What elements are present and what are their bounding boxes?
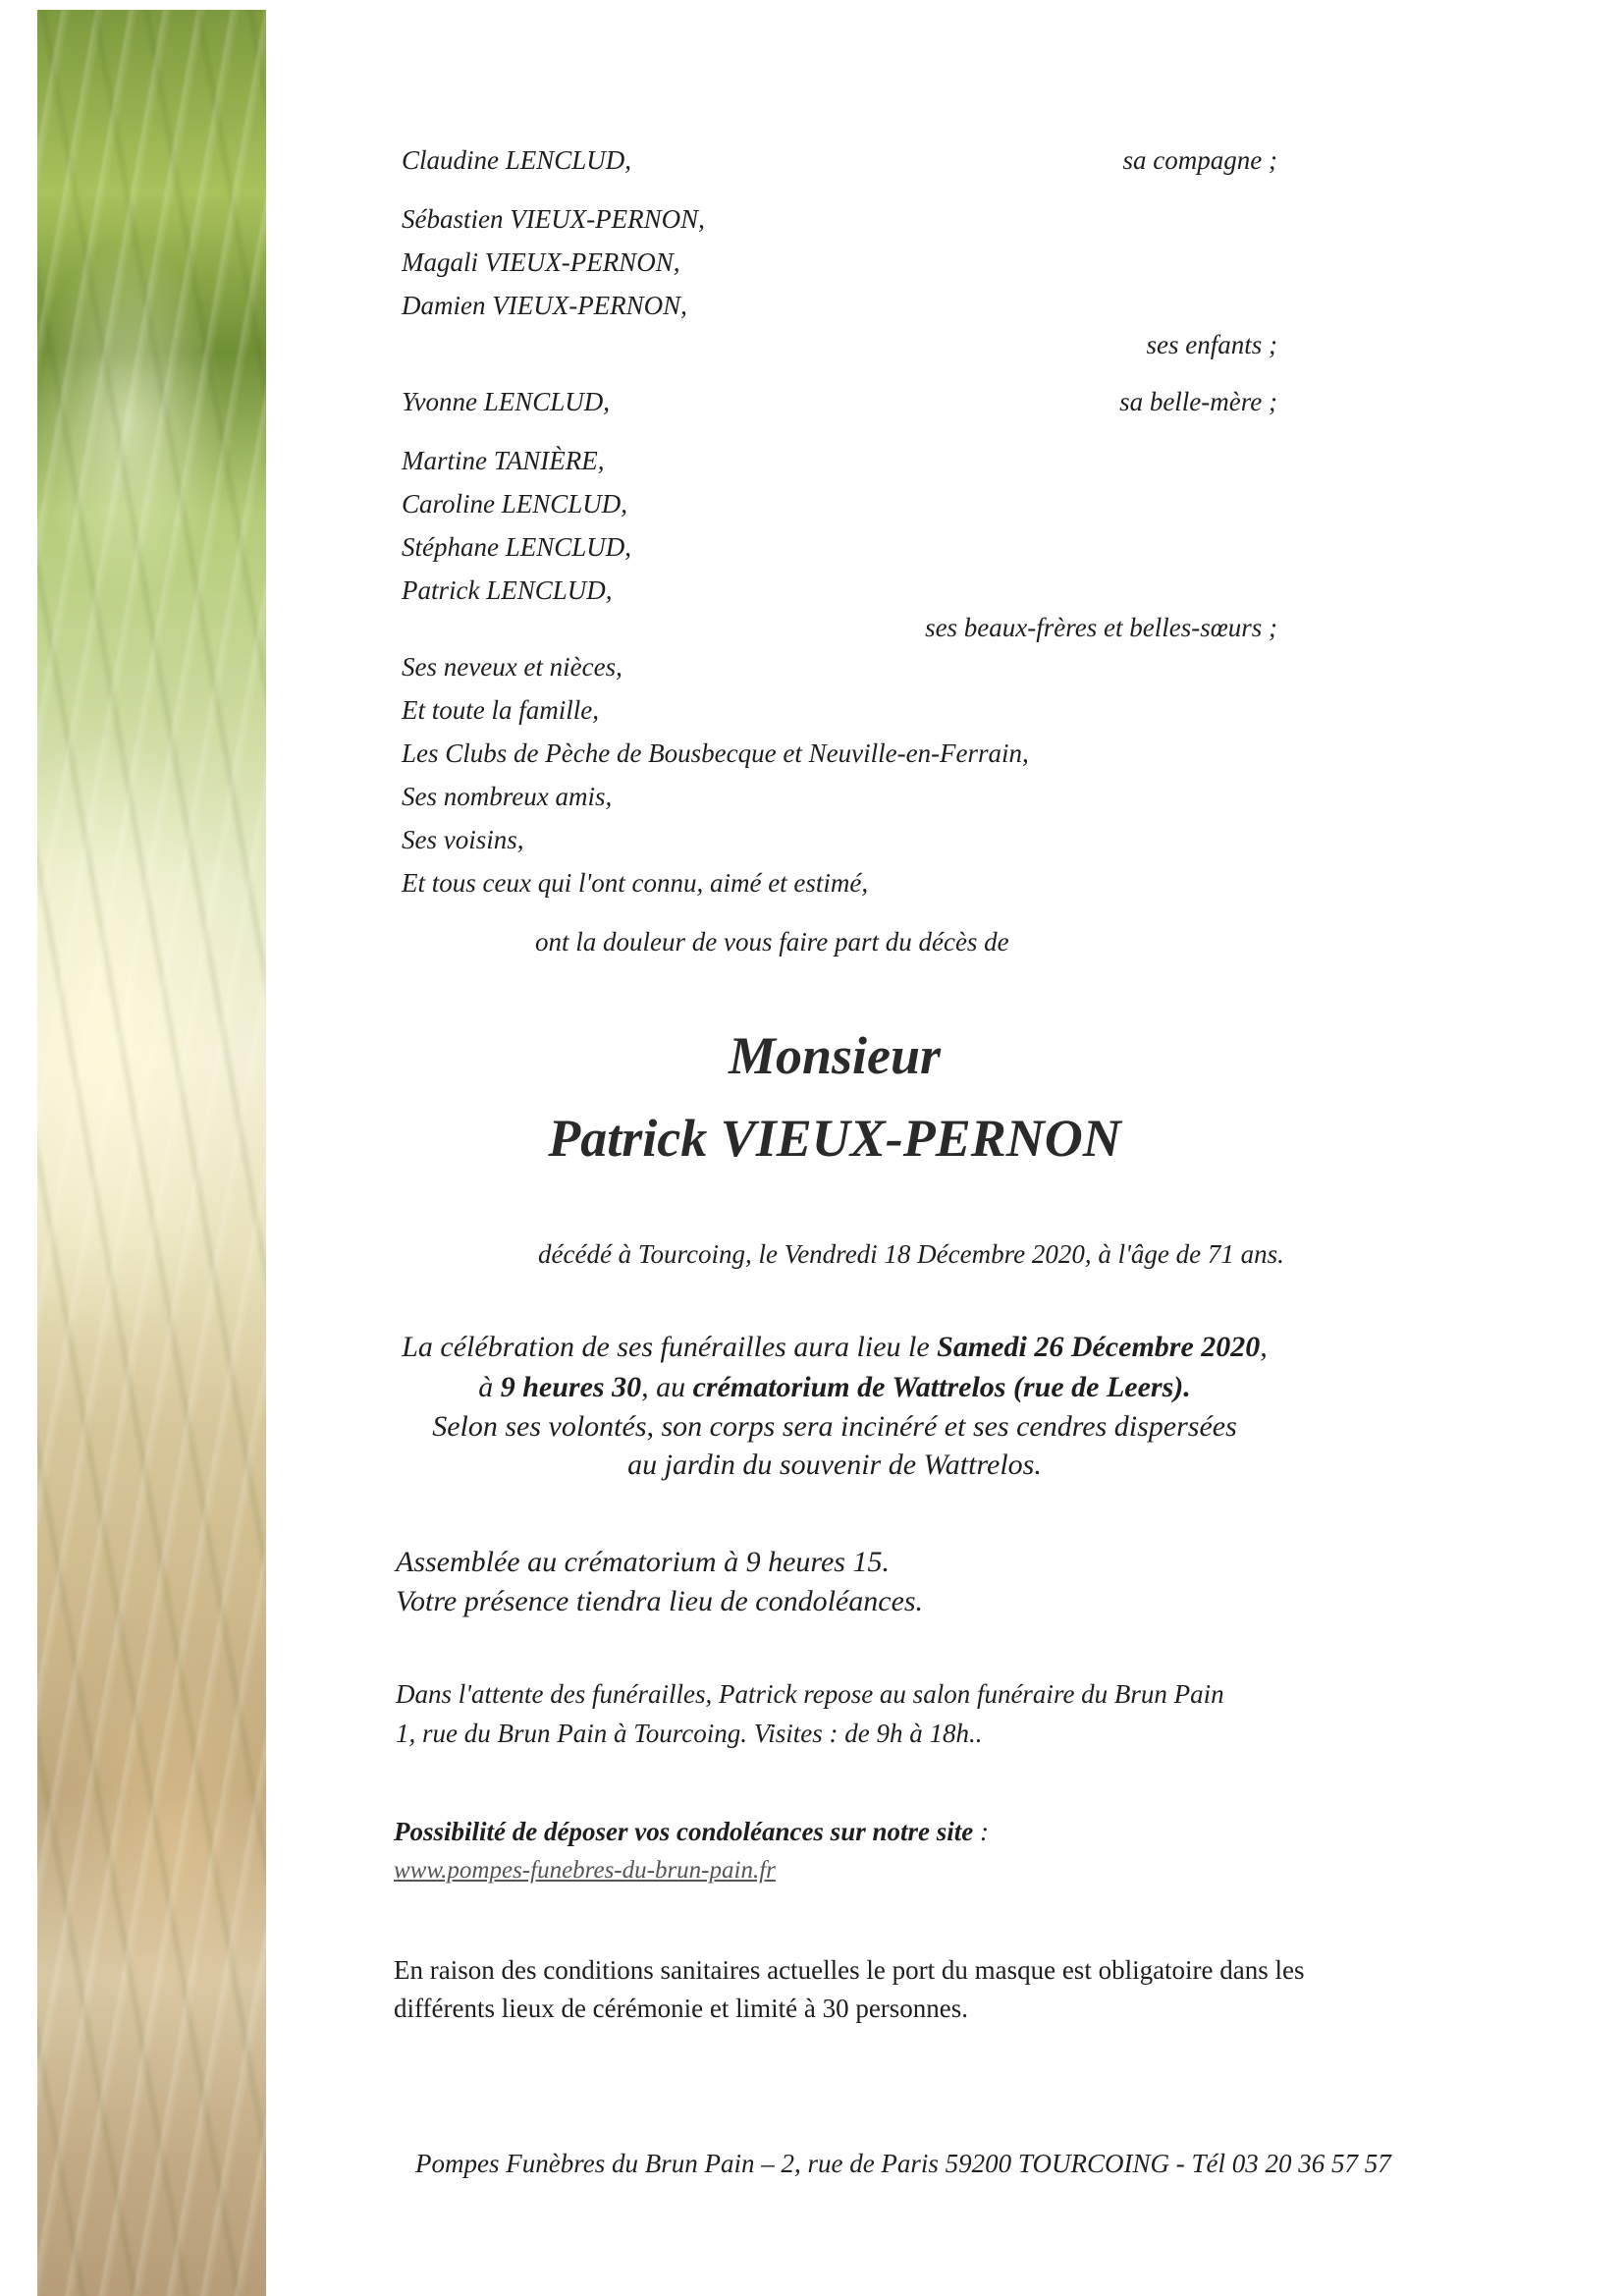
children-role: ses enfants ; <box>1146 330 1277 359</box>
ceremony-line-2: à 9 heures 30, au crématorium de Wattrelos (rue de Leers). <box>478 1371 1191 1403</box>
partner-name: Claudine LENCLUD, <box>402 145 632 175</box>
in-law-name: Patrick LENCLUD, <box>402 575 613 605</box>
sanitary-line-1: En raison des conditions sanitaires actuelles le port du masque est obligatoire dans les <box>394 1955 1305 1985</box>
in-law-name: Caroline LENCLUD, <box>402 489 628 519</box>
other-mourners-line: Les Clubs de Pèche de Bousbecque et Neuville-en-Ferrain, <box>402 738 1029 768</box>
child-name: Sébastien VIEUX-PERNON, <box>402 204 705 234</box>
death-details: décédé à Tourcoing, le Vendredi 18 Décembre 2020, à l'âge de 71 ans. <box>538 1239 1284 1269</box>
sanitary-line-2: différents lieux de cérémonie et limité à 30 personnes. <box>394 1994 969 2023</box>
mother-in-law-name: Yvonne LENCLUD, <box>402 387 611 416</box>
announcement-text: ont la douleur de vous faire part du décès de <box>535 927 1009 957</box>
other-mourners-line: Ses nombreux amis, <box>402 782 613 811</box>
ceremony-line-1: La célébration de ses funérailles aura lieu le Samedi 26 Décembre 2020, <box>402 1331 1268 1363</box>
in-law-name: Martine TANIÈRE, <box>402 446 605 475</box>
assembly-line-2: Votre présence tiendra lieu de condoléances. <box>396 1585 924 1617</box>
child-name: Damien VIEUX-PERNON, <box>402 291 687 320</box>
child-name: Magali VIEUX-PERNON, <box>402 247 680 277</box>
condolences-label: Possibilité de déposer vos condoléances sur notre site : <box>394 1817 989 1846</box>
visit-line-1: Dans l'attente des funérailles, Patrick repose au salon funéraire du Brun Pain <box>396 1679 1224 1709</box>
other-mourners-line: Et toute la famille, <box>402 695 599 725</box>
assembly-line-1: Assemblée au crématorium à 9 heures 15. <box>396 1546 890 1578</box>
visit-line-2: 1, rue du Brun Pain à Tourcoing. Visites : de 9h à 18h.. <box>396 1719 983 1748</box>
deceased-title: Monsieur <box>728 1026 942 1085</box>
other-mourners-line: Et tous ceux qui l'ont connu, aimé et estimé, <box>402 868 869 898</box>
condolences-website-link[interactable]: www.pompes-funebres-du-brun-pain.fr <box>394 1857 776 1884</box>
other-mourners-line: Ses neveux et nièces, <box>402 652 622 682</box>
mother-in-law-role: sa belle-mère ; <box>1119 387 1277 416</box>
forest-photo-strip <box>37 10 266 2296</box>
funeral-home-footer: Pompes Funèbres du Brun Pain – 2, rue de Paris 59200 TOURCOING - Tél 03 20 36 57 57 <box>415 2149 1391 2178</box>
partner-role: sa compagne ; <box>1122 145 1277 175</box>
in-laws-role: ses beaux-frères et belles-sœurs ; <box>925 613 1277 642</box>
deceased-name: Patrick VIEUX-PERNON <box>548 1109 1121 1168</box>
in-law-name: Stéphane LENCLUD, <box>402 532 632 562</box>
other-mourners-line: Ses voisins, <box>402 825 524 854</box>
ceremony-line-4: au jardin du souvenir de Wattrelos. <box>627 1449 1042 1481</box>
ceremony-line-3: Selon ses volontés, son corps sera incinéré et ses cendres dispersées <box>432 1410 1237 1443</box>
